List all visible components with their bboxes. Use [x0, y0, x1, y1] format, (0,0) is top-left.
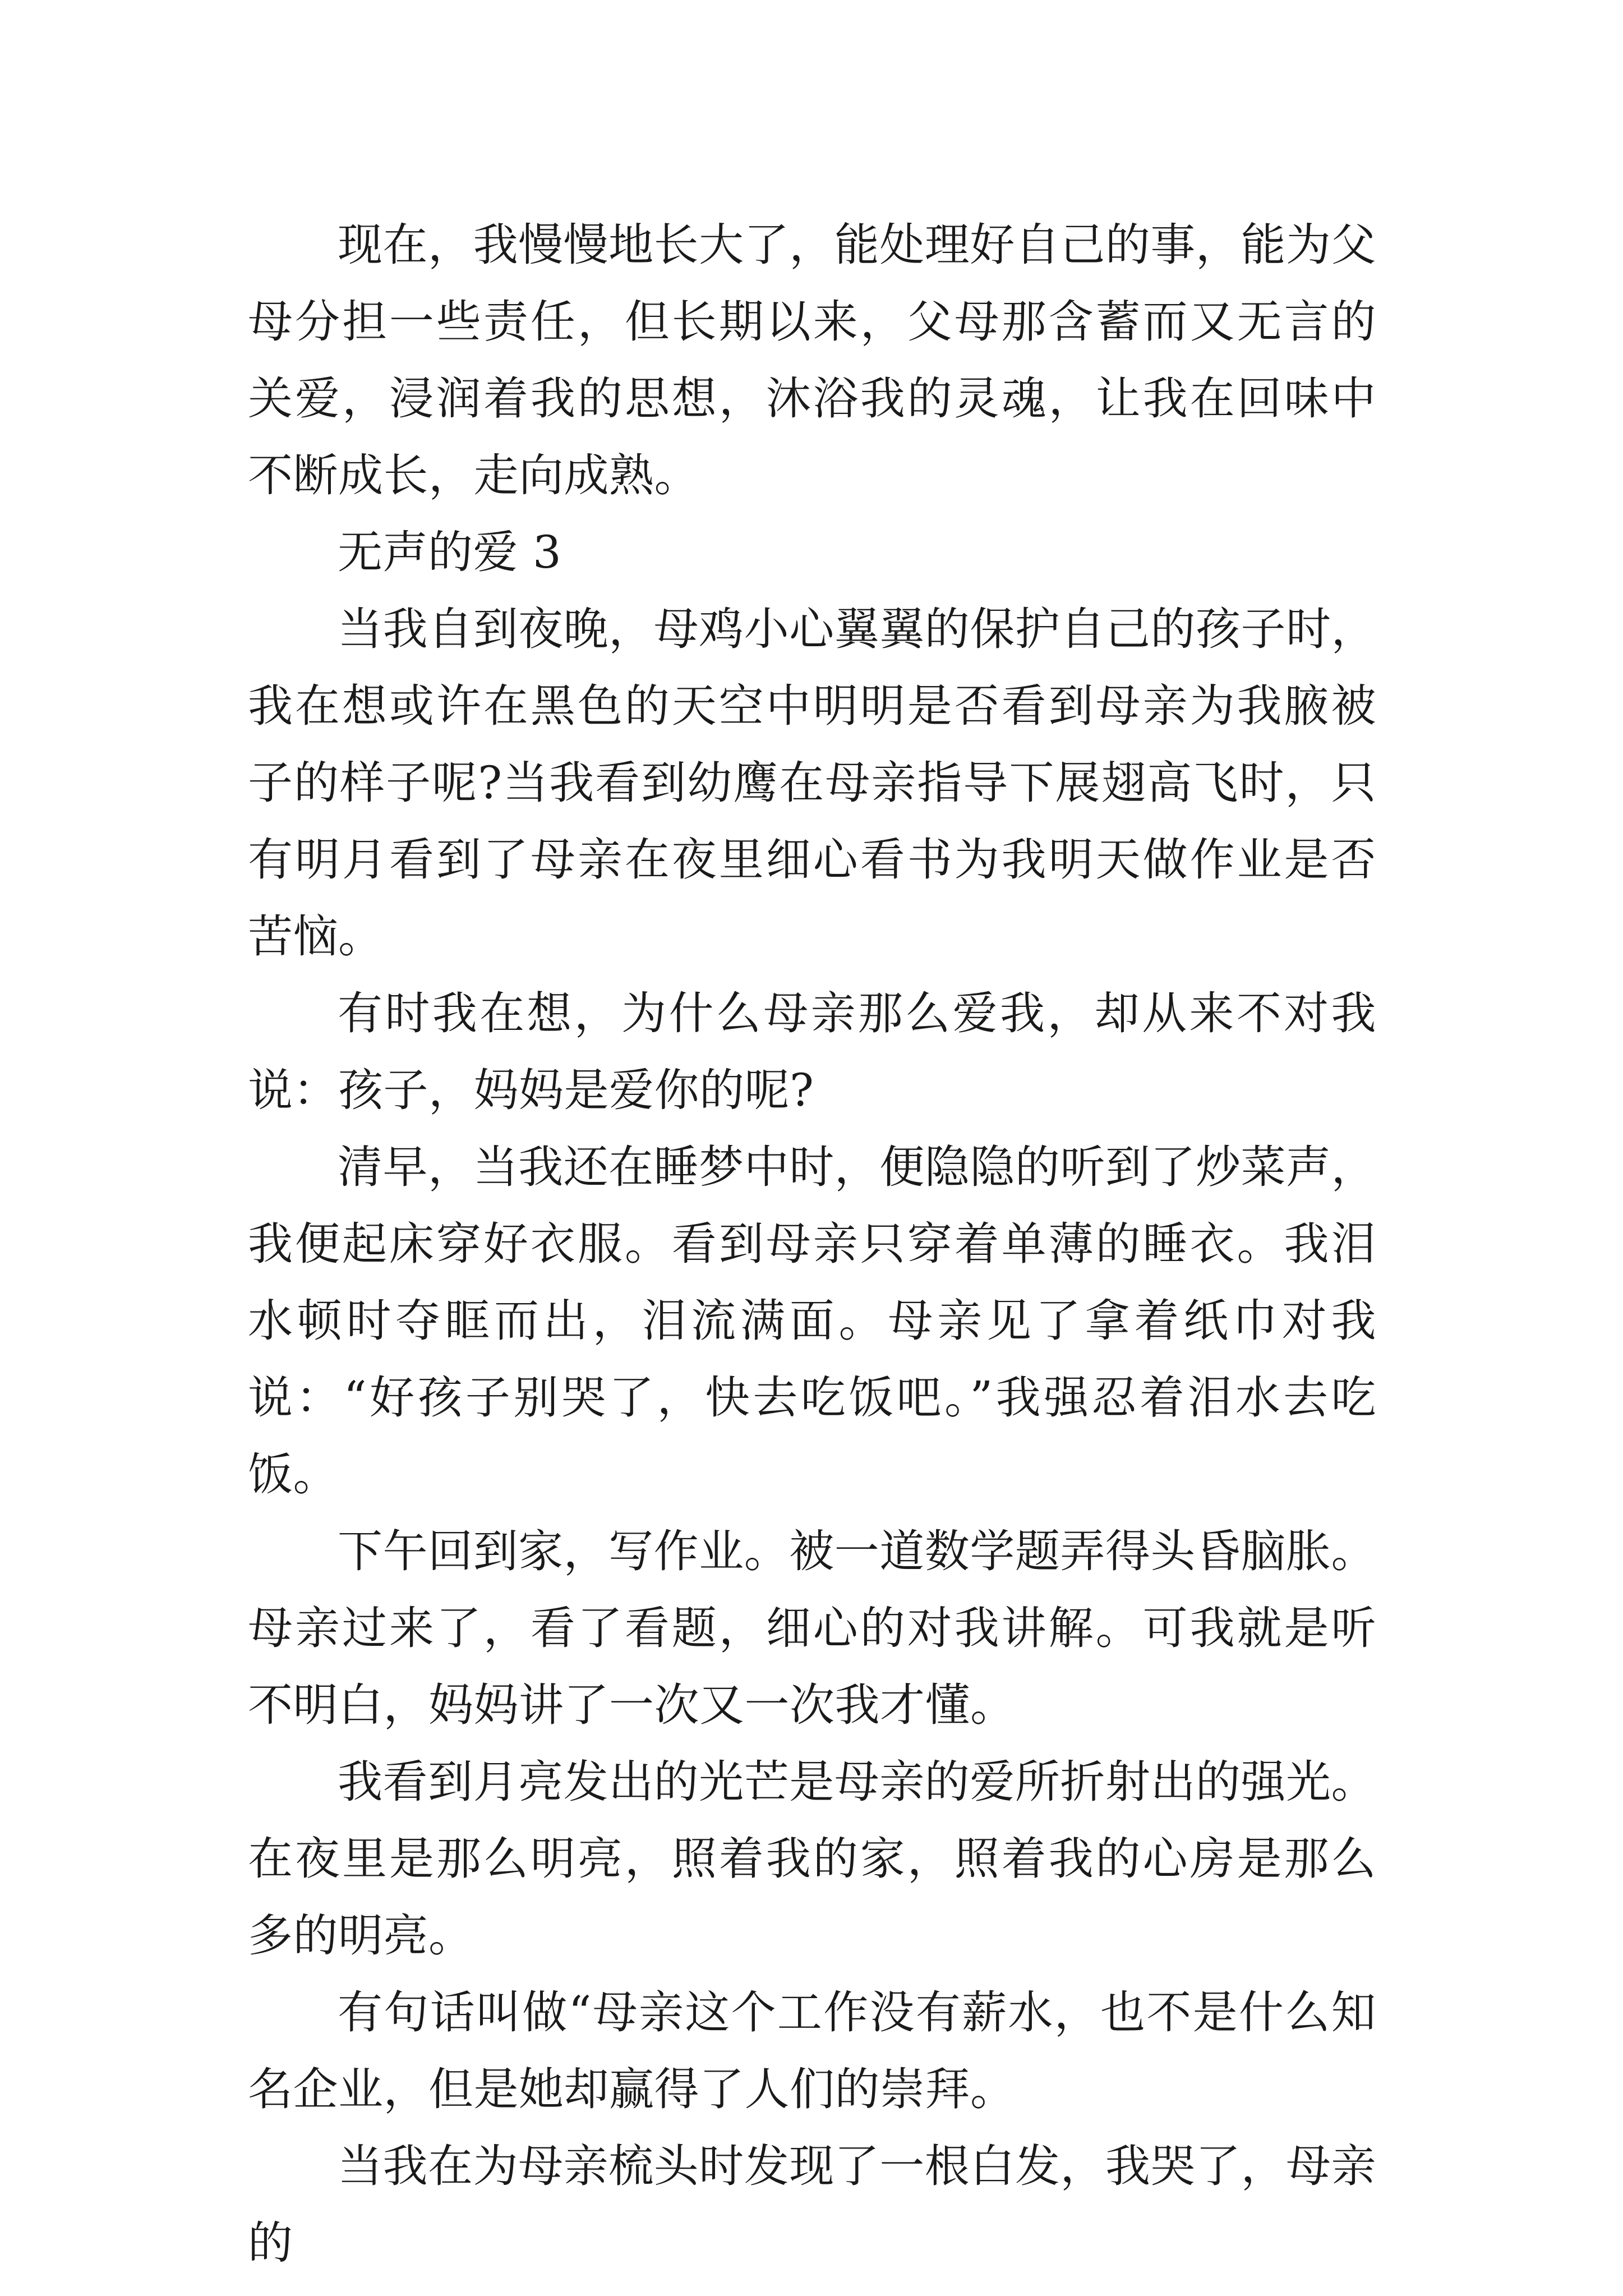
- paragraph-growing-up: 现在，我慢慢地长大了，能处理好自己的事，能为父母分担一些责任，但长期以来，父母那含蓄而又无言的关爱，浸润着我的思想，沐浴我的灵魂，让我在回味中不断成长，走向成熟。: [248, 219, 1376, 501]
- paragraph-moonlight: 我看到月亮发出的光芒是母亲的爱所折射出的强光。在夜里是那么明亮，照着我的家，照着我的心房是那么多的明亮。: [248, 1756, 1376, 1962]
- paragraph-white-hair: 当我在为母亲梳头时发现了一根白发，我哭了，母亲的: [248, 2140, 1376, 2269]
- document-body: [248, 206, 1376, 2281]
- paragraph-night: 当我自到夜晚，母鸡小心翼翼的保护自己的孩子时，我在想或许在黑色的天空中明明是否看到母亲为我腋被子的样子呢?当我看到幼鹰在母亲指导下展翅高飞时，只有明月看到了母亲在夜里细心看书为我明天做作业是否苦恼。: [248, 603, 1376, 963]
- paragraph-morning: 清早，当我还在睡梦中时，便隐隐的听到了炒菜声，我便起床穿好衣服。看到母亲只穿着单薄的睡衣。我泪水顿时夺眶而出，泪流满面。母亲见了拿着纸巾对我说：“好孩子别哭了，快去吃饭吧。”我强忍着泪水去吃饭。: [248, 1141, 1376, 1501]
- paragraph-saying: 有句话叫做“母亲这个工作没有薪水，也不是什么知名企业，但是她却赢得了人们的崇拜。: [248, 1986, 1376, 2115]
- paragraph-wondering: 有时我在想，为什么母亲那么爱我，却从来不对我说：孩子，妈妈是爱你的呢?: [248, 987, 1376, 1116]
- paragraph-homework: 下午回到家，写作业。被一道数学题弄得头昏脑胀。母亲过来了，看了看题，细心的对我讲解。可我就是听不明白，妈妈讲了一次又一次我才懂。: [248, 1525, 1376, 1731]
- section-heading: 无声的爱 3: [338, 526, 562, 578]
